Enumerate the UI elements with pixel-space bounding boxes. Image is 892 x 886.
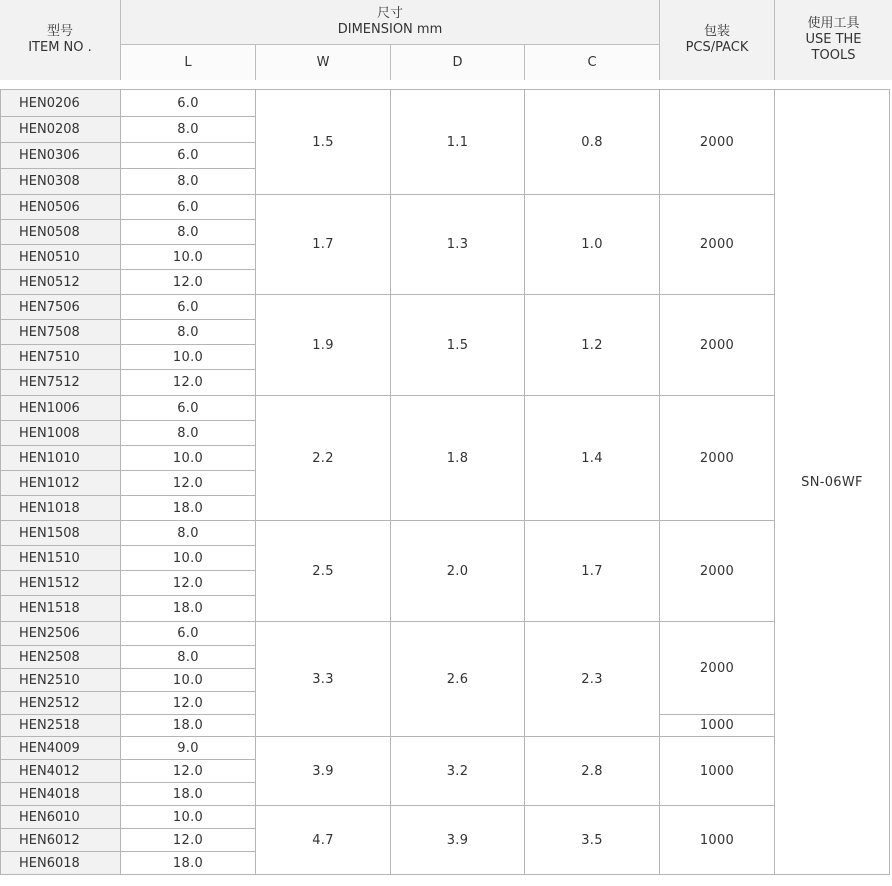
depth-cell: 3.9 xyxy=(391,806,525,875)
length-cell: 6.0 xyxy=(121,195,256,220)
header-col-w-label: W xyxy=(316,54,330,70)
length-cell: 10.0 xyxy=(121,806,256,829)
item-no-cell: HEN7512 xyxy=(1,370,121,396)
header-dimension-zh: 尺寸 xyxy=(376,6,403,21)
table-row xyxy=(1,396,890,421)
header-divider xyxy=(255,45,256,80)
item-no-cell: HEN6012 xyxy=(1,829,121,852)
width-cell: 2.2 xyxy=(256,396,391,521)
depth-cell: 1.8 xyxy=(391,396,525,521)
length-cell: 8.0 xyxy=(121,169,256,195)
length-cell: 18.0 xyxy=(121,852,256,875)
length-cell: 6.0 xyxy=(121,90,256,117)
width-cell: 3.3 xyxy=(256,622,391,737)
header-item-no xyxy=(0,0,120,80)
pack-cell: 1000 xyxy=(660,806,775,875)
header-divider xyxy=(524,45,525,80)
item-no-cell: HEN2506 xyxy=(1,622,121,646)
item-no-cell: HEN7506 xyxy=(1,295,121,320)
item-no-cell: HEN6010 xyxy=(1,806,121,829)
header-tools-en2: TOOLS xyxy=(811,48,856,63)
header-item-zh: 型号 xyxy=(46,24,73,39)
length-cell: 10.0 xyxy=(121,345,256,370)
header-col-l-label: L xyxy=(184,54,192,70)
item-no-cell: HEN4009 xyxy=(1,737,121,760)
pack-cell: 2000 xyxy=(660,295,775,396)
item-no-cell: HEN7510 xyxy=(1,345,121,370)
c-cell: 0.8 xyxy=(525,90,660,195)
header-col-w xyxy=(256,45,390,80)
length-cell: 18.0 xyxy=(121,783,256,806)
header-dimension-en: DIMENSION mm xyxy=(337,22,443,37)
header-divider xyxy=(659,0,660,80)
item-no-cell: HEN1010 xyxy=(1,446,121,471)
item-no-cell: HEN4018 xyxy=(1,783,121,806)
item-no-cell: HEN1508 xyxy=(1,521,121,546)
width-cell: 1.5 xyxy=(256,90,391,195)
width-cell: 1.7 xyxy=(256,195,391,295)
length-cell: 8.0 xyxy=(121,421,256,446)
c-cell: 1.7 xyxy=(525,521,660,622)
length-cell: 6.0 xyxy=(121,295,256,320)
length-cell: 8.0 xyxy=(121,521,256,546)
item-no-cell: HEN0512 xyxy=(1,270,121,295)
header-divider xyxy=(120,0,121,80)
c-cell: 1.2 xyxy=(525,295,660,396)
table-row xyxy=(1,622,890,646)
item-no-cell: HEN0306 xyxy=(1,143,121,169)
item-no-cell: HEN1018 xyxy=(1,496,121,521)
table-row xyxy=(1,737,890,760)
item-no-cell: HEN2512 xyxy=(1,692,121,715)
length-cell: 12.0 xyxy=(121,760,256,783)
item-no-cell: HEN7508 xyxy=(1,320,121,345)
length-cell: 10.0 xyxy=(121,245,256,270)
length-cell: 18.0 xyxy=(121,596,256,622)
length-cell: 10.0 xyxy=(121,446,256,471)
table-row xyxy=(1,90,890,117)
length-cell: 8.0 xyxy=(121,220,256,245)
length-cell: 6.0 xyxy=(121,143,256,169)
header-pack-en: PCS/PACK xyxy=(685,40,749,55)
header-divider xyxy=(774,0,775,80)
width-cell: 2.5 xyxy=(256,521,391,622)
tool-cell: SN-06WF xyxy=(775,90,890,875)
item-no-cell: HEN0206 xyxy=(1,90,121,117)
length-cell: 12.0 xyxy=(121,471,256,496)
length-cell: 18.0 xyxy=(121,496,256,521)
spec-table-grid xyxy=(0,89,890,875)
header-col-l xyxy=(121,45,255,80)
depth-cell: 1.3 xyxy=(391,195,525,295)
table-row xyxy=(1,195,890,220)
item-no-cell: HEN1006 xyxy=(1,396,121,421)
header-tools xyxy=(775,0,892,80)
header-col-c xyxy=(525,45,659,80)
header-pack-zh: 包装 xyxy=(703,24,730,39)
length-cell: 8.0 xyxy=(121,320,256,345)
length-cell: 6.0 xyxy=(121,396,256,421)
item-no-cell: HEN0510 xyxy=(1,245,121,270)
pack-cell: 2000 xyxy=(660,622,775,715)
pack-cell: 1000 xyxy=(660,737,775,806)
item-no-cell: HEN0308 xyxy=(1,169,121,195)
item-no-cell: HEN4012 xyxy=(1,760,121,783)
table-row xyxy=(1,295,890,320)
length-cell: 10.0 xyxy=(121,669,256,692)
header-divider xyxy=(390,45,391,80)
c-cell: 2.3 xyxy=(525,622,660,737)
header-col-c-label: C xyxy=(587,54,597,70)
item-no-cell: HEN2518 xyxy=(1,715,121,737)
spec-table xyxy=(0,89,892,875)
length-cell: 12.0 xyxy=(121,571,256,596)
pack-cell: 2000 xyxy=(660,195,775,295)
table-row xyxy=(1,806,890,829)
length-cell: 18.0 xyxy=(121,715,256,737)
item-no-cell: HEN1512 xyxy=(1,571,121,596)
width-cell: 1.9 xyxy=(256,295,391,396)
depth-cell: 3.2 xyxy=(391,737,525,806)
item-no-cell: HEN2508 xyxy=(1,646,121,669)
width-cell: 4.7 xyxy=(256,806,391,875)
depth-cell: 2.6 xyxy=(391,622,525,737)
depth-cell: 1.5 xyxy=(391,295,525,396)
header-tools-en1: USE THE xyxy=(805,32,862,47)
length-cell: 9.0 xyxy=(121,737,256,760)
length-cell: 12.0 xyxy=(121,270,256,295)
header-dimension xyxy=(121,0,659,44)
item-no-cell: HEN0508 xyxy=(1,220,121,245)
header-col-d xyxy=(391,45,524,80)
pack-cell: 2000 xyxy=(660,90,775,195)
table-row xyxy=(1,521,890,546)
depth-cell: 1.1 xyxy=(391,90,525,195)
spec-table-body xyxy=(1,90,890,875)
item-no-cell: HEN0208 xyxy=(1,117,121,143)
length-cell: 12.0 xyxy=(121,829,256,852)
pack-cell: 2000 xyxy=(660,521,775,622)
header-tools-zh: 使用工具 xyxy=(807,16,860,31)
length-cell: 12.0 xyxy=(121,370,256,396)
pack-cell: 2000 xyxy=(660,396,775,521)
length-cell: 10.0 xyxy=(121,546,256,571)
c-cell: 2.8 xyxy=(525,737,660,806)
table-header xyxy=(0,0,892,80)
header-pack xyxy=(660,0,774,80)
pack-cell: 1000 xyxy=(660,715,775,737)
c-cell: 1.0 xyxy=(525,195,660,295)
item-no-cell: HEN1518 xyxy=(1,596,121,622)
header-col-d-label: D xyxy=(452,54,463,70)
length-cell: 8.0 xyxy=(121,117,256,143)
depth-cell: 2.0 xyxy=(391,521,525,622)
item-no-cell: HEN6018 xyxy=(1,852,121,875)
item-no-cell: HEN1510 xyxy=(1,546,121,571)
width-cell: 3.9 xyxy=(256,737,391,806)
item-no-cell: HEN1012 xyxy=(1,471,121,496)
item-no-cell: HEN0506 xyxy=(1,195,121,220)
c-cell: 1.4 xyxy=(525,396,660,521)
item-no-cell: HEN1008 xyxy=(1,421,121,446)
item-no-cell: HEN2510 xyxy=(1,669,121,692)
header-item-en: ITEM NO . xyxy=(28,40,92,55)
length-cell: 8.0 xyxy=(121,646,256,669)
length-cell: 6.0 xyxy=(121,622,256,646)
c-cell: 3.5 xyxy=(525,806,660,875)
length-cell: 12.0 xyxy=(121,692,256,715)
